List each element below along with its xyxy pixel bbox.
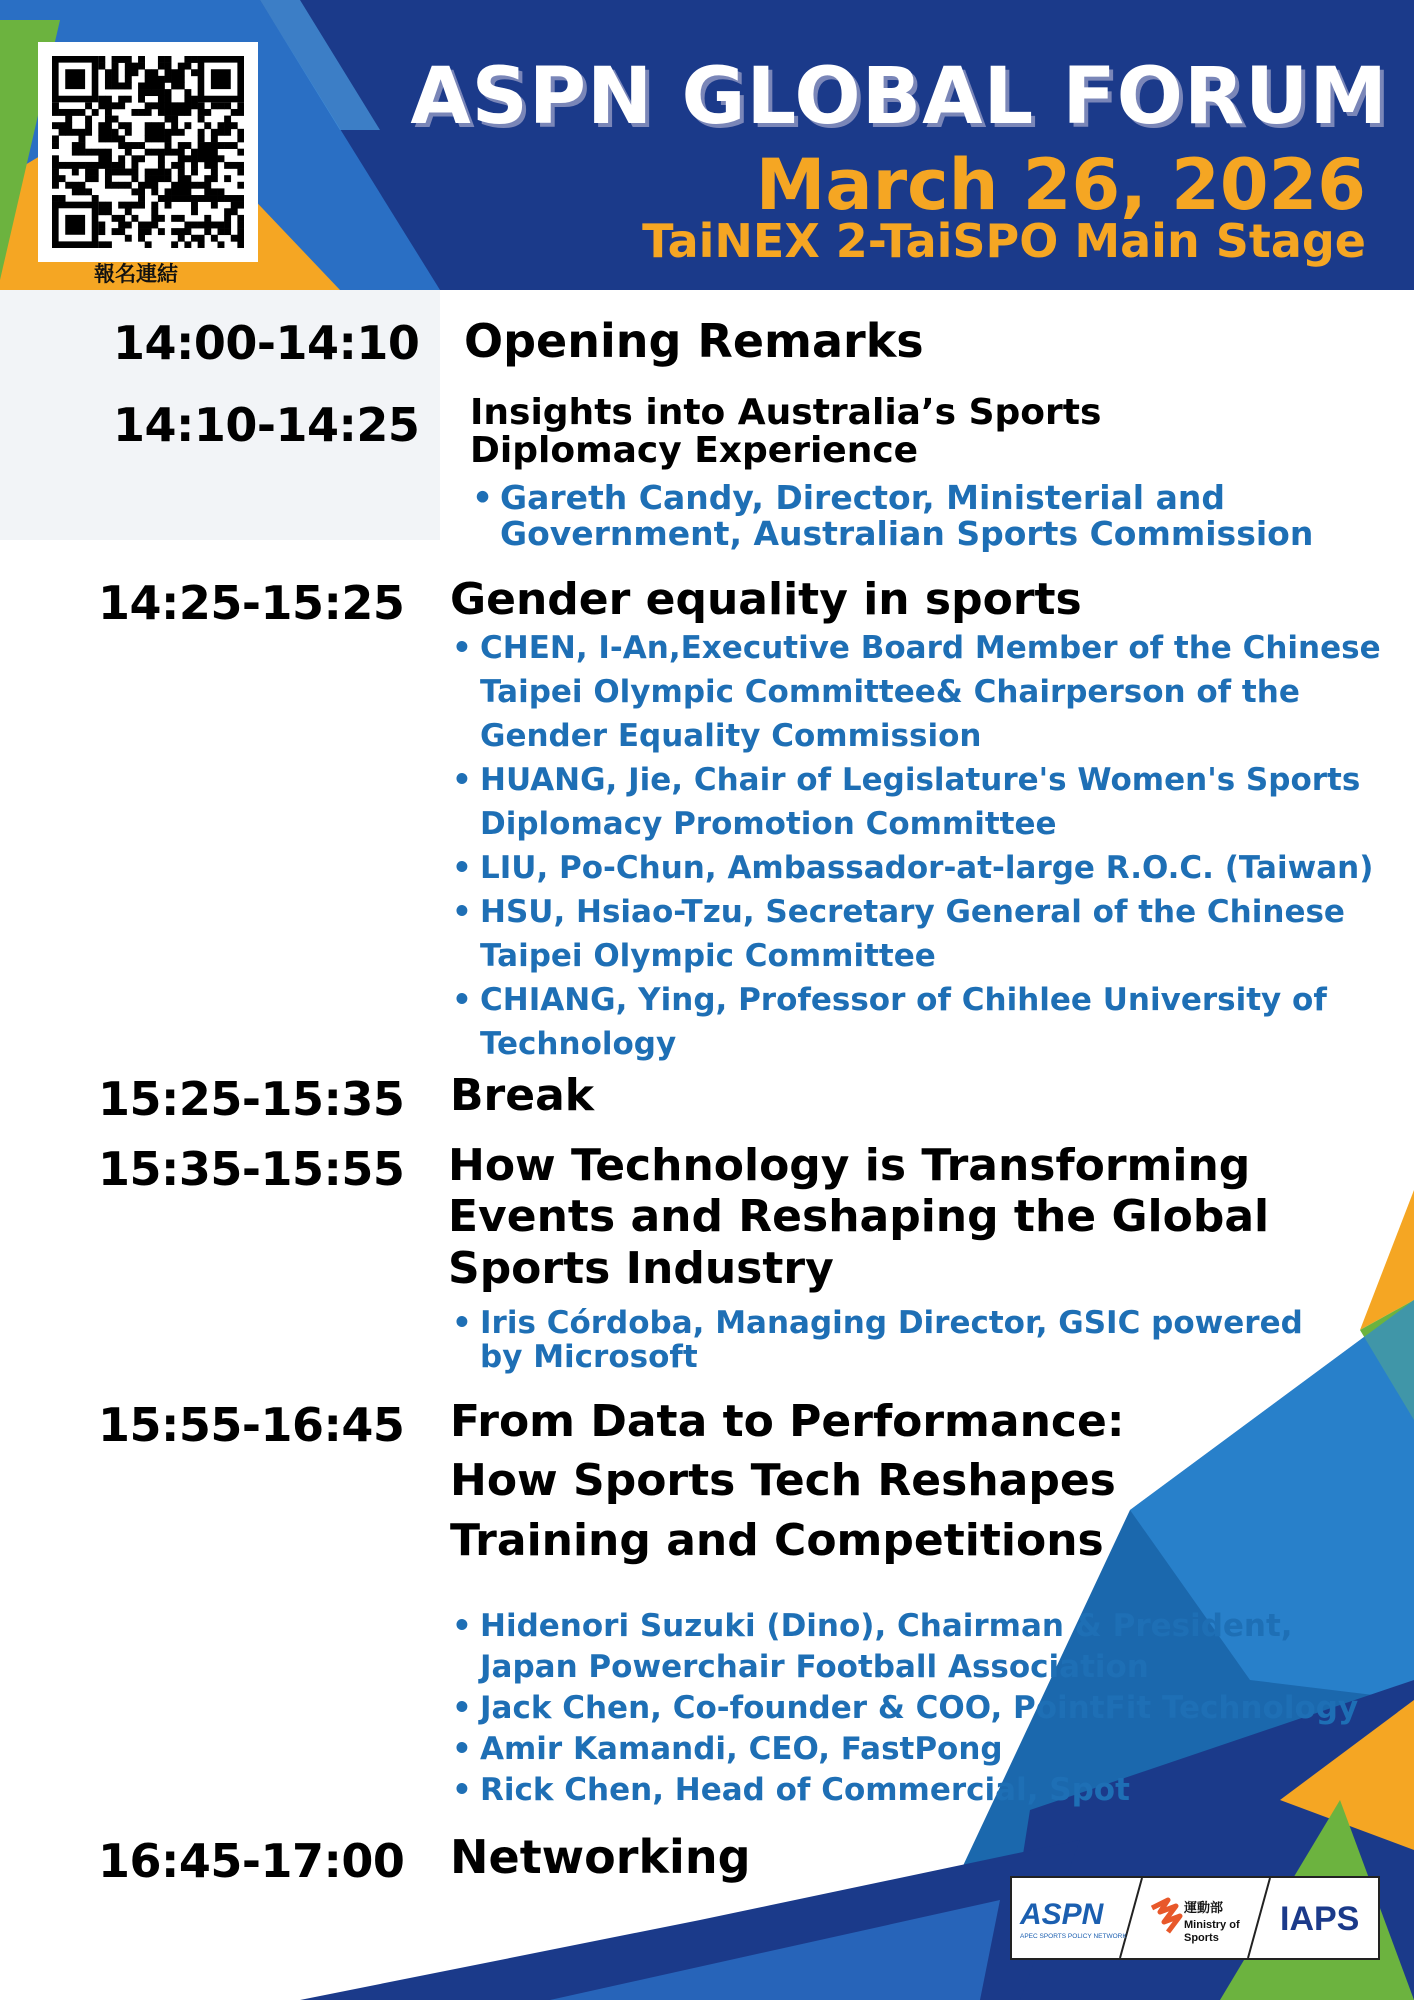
session-time: 14:10-14:25 (113, 398, 420, 452)
speaker-item: • Gareth Candy, Director, Ministerial and Government, Australian Sports Commission (470, 480, 1350, 553)
speaker-item: • Iris Córdoba, Managing Director, GSIC powered by Microsoft (450, 1306, 1330, 1374)
speaker-item: • CHEN, I-An,Executive Board Member of the Chinese Taipei Olympic Committee& Chairperson of the Gender Equality Commission (450, 626, 1395, 758)
event-venue: TaiNEX 2-TaiSPO Main Stage (642, 214, 1366, 268)
speaker-list (450, 1306, 1330, 1374)
forum-title: ASPN GLOBAL FORUM (410, 52, 1388, 142)
session-time: 15:55-16:45 (98, 1398, 405, 1452)
speaker-item: • CHIANG, Ying, Professor of Chihlee University of Technology (450, 978, 1395, 1066)
ministry-icon (1152, 1900, 1180, 1932)
session-title: Opening Remarks (464, 314, 924, 368)
qr-code[interactable] (38, 42, 258, 262)
speaker-item: • LIU, Po-Chun, Ambassador-at-large R.O.C. (Taiwan) (450, 846, 1395, 890)
speaker-list (450, 626, 1395, 1066)
speaker-item: • HSU, Hsiao-Tzu, Secretary General of the Chinese Taipei Olympic Committee (450, 890, 1395, 978)
qr-caption: 報名連結 (94, 262, 178, 286)
speaker-item: • Hidenori Suzuki (Dino), Chairman & President, Japan Powerchair Football Association (450, 1606, 1395, 1688)
header-banner (0, 0, 1414, 290)
speaker-list (450, 1606, 1395, 1811)
ministry-name-zh: 運動部 (1184, 1901, 1224, 1916)
speaker-item: • Rick Chen, Head of Commercial, Spot (450, 1770, 1395, 1811)
session-title: How Technology is Transforming Events and Reshaping the Global Sports Industry (448, 1140, 1270, 1294)
session-title: Gender equality in sports (450, 574, 1082, 625)
ministry-name-en: Ministry of (1184, 1919, 1240, 1931)
sponsor-logos (1010, 1876, 1380, 1960)
qr-code-image (52, 56, 244, 248)
ministry-name-en: Sports (1184, 1932, 1219, 1944)
aspn-logo-subtitle: APEC SPORTS POLICY NETWORK (1020, 1933, 1127, 1940)
iaps-logo: IAPS (1280, 1900, 1360, 1938)
session-time: 15:35-15:55 (98, 1142, 405, 1196)
session-time: 15:25-15:35 (98, 1072, 405, 1126)
speaker-item: • HUANG, Jie, Chair of Legislature's Women's Sports Diplomacy Promotion Committee (450, 758, 1395, 846)
speaker-item: • Jack Chen, Co-founder & COO, PointFit Technology (450, 1688, 1395, 1729)
session-time: 16:45-17:00 (98, 1834, 405, 1888)
session-title: Networking (450, 1830, 751, 1884)
speaker-list (470, 480, 1350, 553)
session-title: Break (450, 1070, 595, 1121)
aspn-logo: ASPN (1020, 1898, 1104, 1931)
event-date: March 26, 2026 (755, 144, 1366, 226)
session-time: 14:25-15:25 (98, 576, 405, 630)
speaker-item: • Amir Kamandi, CEO, FastPong (450, 1729, 1395, 1770)
session-title: From Data to Performance: How Sports Tech Reshapes Training and Competitions (450, 1396, 1125, 1566)
session-time: 14:00-14:10 (113, 316, 420, 370)
session-title: Insights into Australia’s Sports Diplomacy Experience (470, 392, 1102, 471)
